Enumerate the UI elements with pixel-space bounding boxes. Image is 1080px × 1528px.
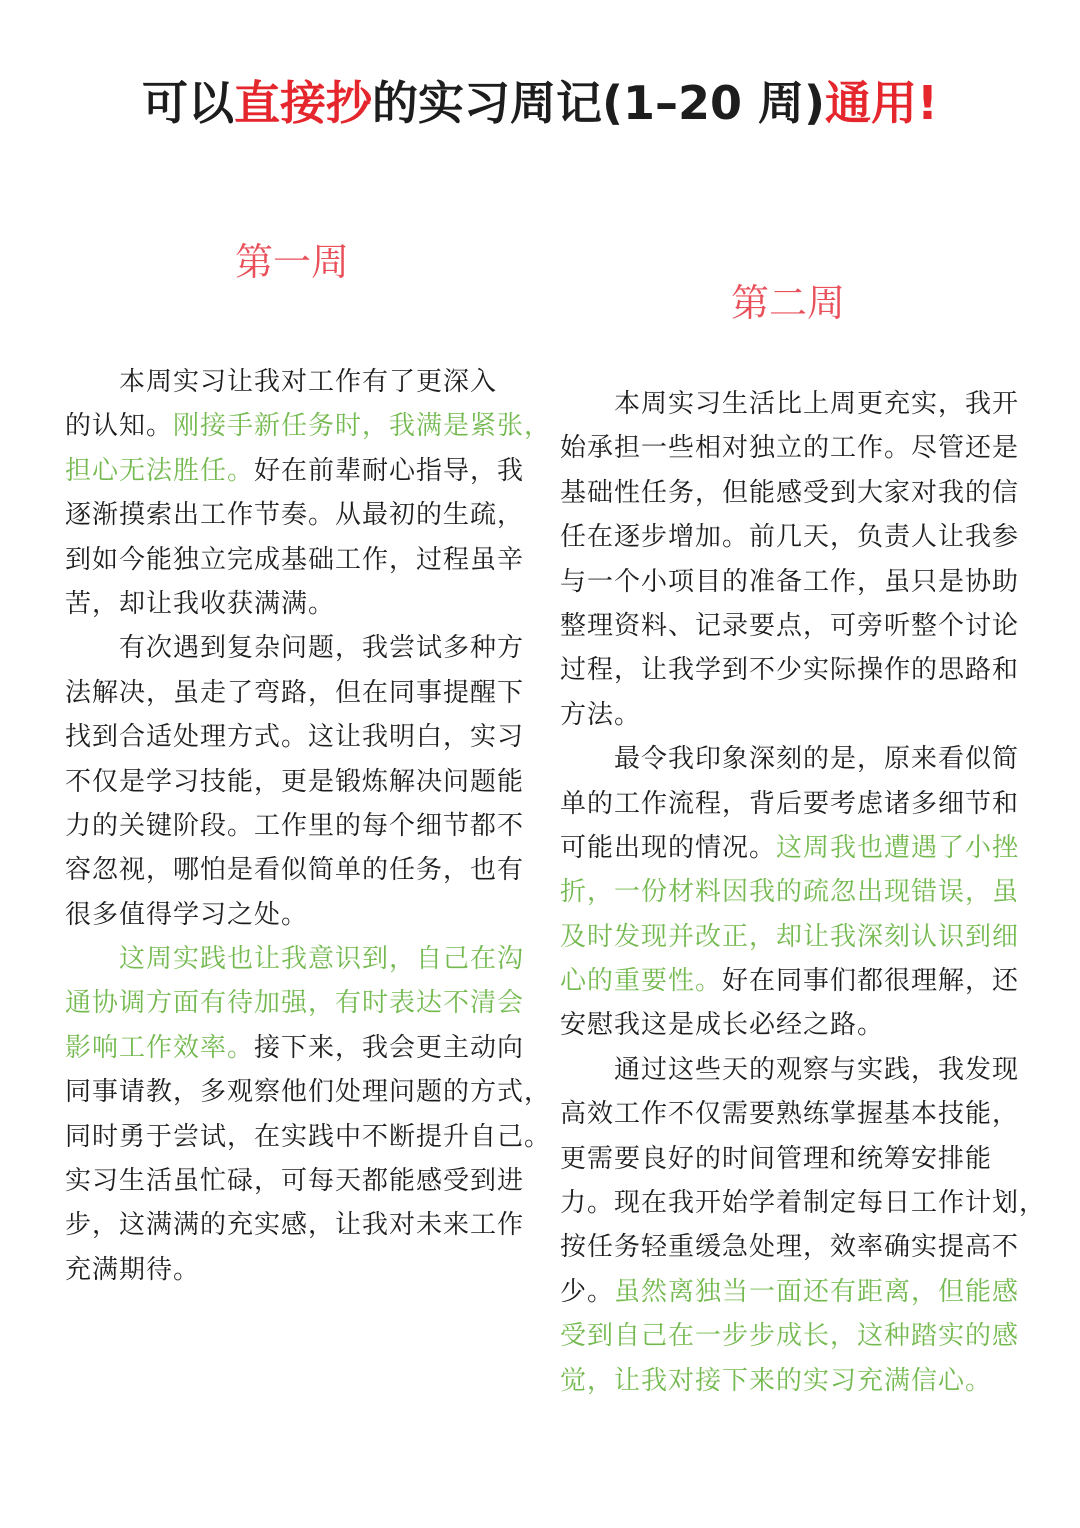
text-line bbox=[560, 515, 1030, 559]
body-text: 找到合适处理方式。这让我明白，实习 bbox=[65, 722, 525, 753]
highlighted-text: 受到自己在一步步成长，这种踏实的感 bbox=[560, 1321, 1020, 1352]
paragraph bbox=[65, 360, 552, 626]
highlighted-text: 担心无法胜任。 bbox=[65, 455, 255, 486]
text-line bbox=[560, 826, 1030, 870]
body-text: 与一个小项目的准备工作，虽只是协助 bbox=[560, 566, 1020, 597]
highlighted-text: 这周我也遭遇了小挫 bbox=[776, 832, 1020, 863]
text-line bbox=[65, 1026, 535, 1070]
text-line bbox=[65, 981, 535, 1025]
title-highlight: 直接抄 bbox=[233, 76, 372, 130]
paragraph bbox=[65, 937, 552, 1292]
text-line bbox=[560, 1225, 1030, 1269]
body-text: 本周实习生活比上周更充实，我开 bbox=[614, 389, 1020, 419]
text-line bbox=[560, 1092, 1030, 1136]
text-line bbox=[65, 804, 535, 848]
text-line bbox=[560, 1314, 1030, 1358]
body-text: 高效工作不仅需要熟练掌握基本技能， bbox=[560, 1099, 1020, 1130]
highlighted-text: 及时发现并改正，却让我深刻认识到细 bbox=[560, 921, 1020, 952]
text-line bbox=[560, 382, 1030, 426]
highlighted-text: 这周实践也让我意识到，自己在沟 bbox=[119, 944, 525, 975]
body-text: 安慰我这是成长必经之路。 bbox=[560, 1010, 885, 1041]
text-line bbox=[560, 1359, 1030, 1403]
week-2-journal-text bbox=[560, 382, 1047, 1403]
text-line bbox=[560, 870, 1030, 914]
body-text: 单的工作流程，背后要考虑诸多细节和 bbox=[560, 788, 1020, 819]
paragraph bbox=[560, 737, 1030, 1048]
text-line bbox=[560, 1181, 1047, 1225]
text-line bbox=[560, 693, 1030, 737]
paragraph bbox=[560, 382, 1030, 737]
body-text: 少。 bbox=[560, 1276, 615, 1307]
text-line bbox=[65, 937, 535, 981]
body-text: 不仅是学习技能，更是锻炼解决问题能 bbox=[65, 766, 525, 797]
body-text: 容忽视，哪怕是看似简单的任务，也有 bbox=[65, 855, 525, 886]
text-line bbox=[65, 1070, 552, 1114]
body-text: 任在逐步增加。前几天，负责人让我参 bbox=[560, 522, 1020, 553]
highlighted-text: 通协调方面有待加强，有时表达不清会 bbox=[65, 988, 525, 1019]
body-text: 法解决，虽走了弯路，但在同事提醒下 bbox=[65, 677, 525, 708]
text-line bbox=[560, 1048, 1030, 1092]
highlighted-text: 心的重要性。 bbox=[560, 966, 723, 997]
paragraph bbox=[65, 626, 535, 937]
text-line bbox=[65, 404, 552, 448]
body-text: 好在前辈耐心指导，我 bbox=[254, 455, 525, 486]
body-text: 按任务轻重缓急处理，效率确实提高不 bbox=[560, 1232, 1020, 1263]
body-text: 很多值得学习之处。 bbox=[65, 899, 309, 930]
text-line bbox=[65, 626, 535, 670]
text-line bbox=[65, 1115, 552, 1159]
text-line bbox=[65, 360, 535, 404]
text-line bbox=[560, 471, 1030, 515]
body-text: 好在同事们都很理解，还 bbox=[722, 966, 1020, 997]
title-text: 可以 bbox=[141, 76, 234, 130]
body-text: 基础性任务，但能感受到大家对我的信 bbox=[560, 477, 1020, 508]
text-line bbox=[65, 493, 535, 537]
week-1-journal-text bbox=[65, 360, 552, 1292]
text-line bbox=[65, 449, 535, 493]
text-line bbox=[65, 538, 535, 582]
highlighted-text: 觉，让我对接下来的实习充满信心。 bbox=[560, 1365, 993, 1396]
highlighted-text: 刚接手新任务时，我满是紧张， bbox=[173, 411, 552, 442]
body-text: 更需要良好的时间管理和统筹安排能 bbox=[560, 1143, 993, 1174]
body-text: 有次遇到复杂问题，我尝试多种方 bbox=[119, 633, 525, 664]
text-line bbox=[560, 782, 1030, 826]
text-line bbox=[560, 1137, 1030, 1181]
body-text: 充满期待。 bbox=[65, 1254, 201, 1285]
text-line bbox=[65, 671, 535, 715]
page-title bbox=[0, 72, 1080, 134]
body-text: 苦，却让我收获满满。 bbox=[65, 588, 336, 619]
body-text: 始承担一些相对独立的工作。尽管还是 bbox=[560, 433, 1020, 464]
text-line bbox=[65, 1203, 535, 1247]
body-text: 整理资料、记录要点，可旁听整个讨论 bbox=[560, 610, 1020, 641]
body-text: 最令我印象深刻的是，原来看似简 bbox=[614, 744, 1020, 775]
title-highlight: 通用! bbox=[825, 76, 939, 130]
text-line bbox=[560, 1003, 1030, 1047]
text-line bbox=[65, 760, 535, 804]
body-text: 力的关键阶段。工作里的每个细节都不 bbox=[65, 810, 525, 841]
text-line bbox=[65, 715, 535, 759]
text-line bbox=[560, 560, 1030, 604]
paragraph bbox=[560, 1048, 1047, 1403]
title-text: 的实习周记(1–20 周) bbox=[371, 76, 826, 130]
body-text: 可能出现的情况。 bbox=[560, 832, 777, 863]
highlighted-text: 影响工作效率。 bbox=[65, 1032, 255, 1063]
body-text: 同事请教，多观察他们处理问题的方式， bbox=[65, 1077, 552, 1108]
highlighted-text: 虽然离独当一面还有距离，但能感 bbox=[614, 1276, 1020, 1307]
body-text: 的认知。 bbox=[65, 411, 174, 442]
body-text: 逐渐摸索出工作节奏。从最初的生疏， bbox=[65, 500, 525, 531]
text-line bbox=[65, 848, 535, 892]
text-line bbox=[560, 604, 1030, 648]
text-line bbox=[65, 893, 535, 937]
body-text: 方法。 bbox=[560, 699, 642, 730]
highlighted-text: 折，一份材料因我的疏忽出现错误，虽 bbox=[560, 877, 1020, 908]
text-line bbox=[560, 959, 1030, 1003]
body-text: 到如今能独立完成基础工作，过程虽辛 bbox=[65, 544, 525, 575]
text-line bbox=[560, 737, 1030, 781]
body-text: 步，这满满的充实感，让我对未来工作 bbox=[65, 1210, 525, 1241]
week-2-heading: 第二周 bbox=[730, 281, 845, 325]
body-text: 本周实习让我对工作有了更深入 bbox=[119, 367, 498, 397]
body-text: 同时勇于尝试，在实践中不断提升自己。 bbox=[65, 1121, 552, 1152]
text-line bbox=[560, 915, 1030, 959]
body-text: 实习生活虽忙碌，可每天都能感受到进 bbox=[65, 1166, 525, 1197]
text-line bbox=[560, 1270, 1030, 1314]
text-line bbox=[65, 582, 535, 626]
body-text: 力。现在我开始学着制定每日工作计划， bbox=[560, 1188, 1047, 1219]
text-line bbox=[65, 1248, 535, 1292]
text-line bbox=[560, 648, 1030, 692]
week-1-heading: 第一周 bbox=[234, 240, 349, 284]
body-text: 通过这些天的观察与实践，我发现 bbox=[614, 1054, 1020, 1085]
text-line bbox=[65, 1159, 535, 1203]
body-text: 接下来，我会更主动向 bbox=[254, 1032, 525, 1063]
text-line bbox=[560, 426, 1030, 470]
body-text: 过程，让我学到不少实际操作的思路和 bbox=[560, 655, 1020, 686]
